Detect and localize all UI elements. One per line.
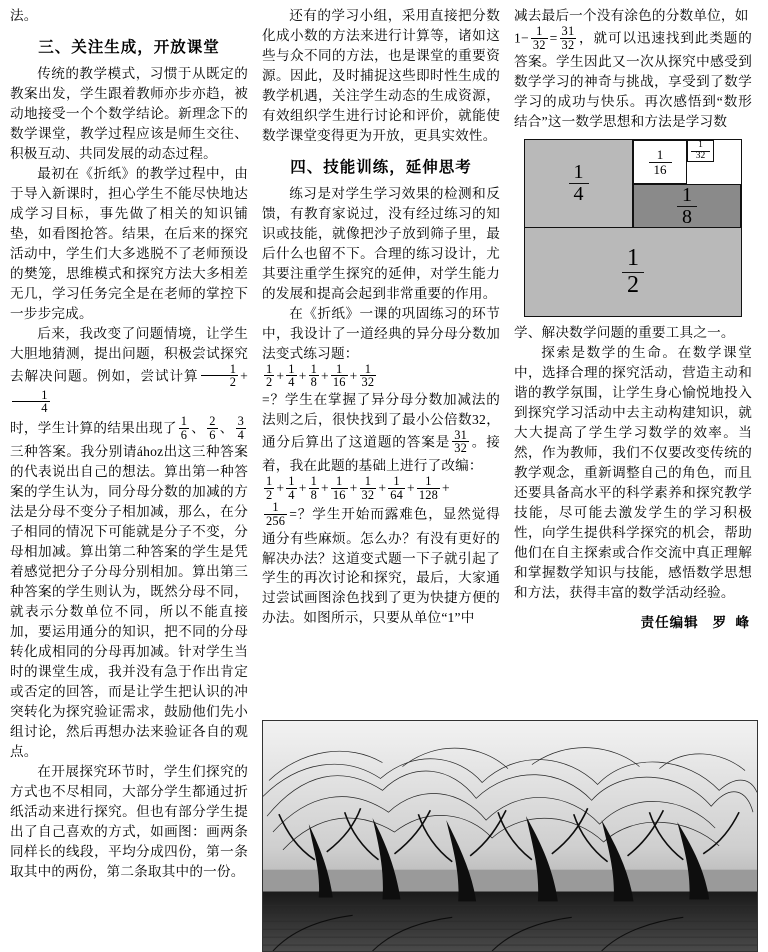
paragraph-text: 。接着，我在此题的基础上进行了改编：: [262, 433, 500, 473]
math-expression-2: $\frac{1}{2}$ + $\frac{1}{4}$ + $\frac{1}{8}$ + $\frac{1}{16}$ + $\frac{1}{32}$ + $\frac{1}{64}$ + $\frac{1}{128}$ +: [262, 476, 500, 502]
section-heading-4: 四、技能训练，延伸思考: [290, 158, 472, 176]
paragraph-text: =？学生开始而露难色，显然觉得通分有些麻烦。怎么办？有没有更好的解决办法？这道变式题一下子就引起了学生的再次讨论和探究，最后，大家通过尝试画图涂色找到了更为快捷方便的办法。如图所示，只要从单位“1”中: [262, 506, 500, 626]
diagram-cell-one-quarter: [525, 140, 633, 228]
fraction: $\frac{1}{8}$: [310, 361, 317, 390]
paragraph-with-math: 后来，我改变了问题情境，让学生大胆地猜测，提出问题，积极尝试探究去解决问题。例如，尝试计算 $\frac{1}{2}$ + $\frac{1}{4}$: [10, 325, 248, 416]
fraction: $\frac{1}{256}$: [266, 500, 286, 528]
paragraph: 学、解决数学问题的重要工具之一。: [514, 325, 735, 341]
paragraph: 减去最后一个没有涂色的分数单位，如: [514, 8, 749, 23]
cell-label: $\frac{1}{16}$: [649, 148, 672, 176]
fraction: $\frac{1}{4}$: [288, 473, 295, 502]
fraction-square-diagram: [524, 139, 742, 317]
equation-minuend: 1: [514, 30, 521, 46]
diagram-cell-one-sixteenth: [633, 140, 687, 184]
fraction-result: $\frac{31}{32}$: [454, 427, 468, 456]
section-heading-3: 三、关注生成，开放课堂: [38, 38, 220, 56]
paragraph: 探索是数学的生命。在数学课堂中，选择合理的探究活动，营造主动和谐的教学氛围，让学生身心愉悦地投入到探究学习活动中去主动构建知识，就大大提高了学生学习数学的效率。当然，作为教师，我们不仅要改变传统的教学观念，重新调整自己的角色，而且还要具备高水平的科学素养和探究教学技能，尽可能去激发学生的学习积极性，向学生提供科学探究的机会，帮助他们在自主探索或合作交流中真正理解和掌握数学知识与技能，感悟数学思想和方法，获得丰富的数学活动经验。: [514, 345, 752, 600]
paragraph: 在开展探究环节时，学生们探究的方式也不尽相同，大部分学生都通过折纸活动来进行探究。但也有部分学生提出了自己喜欢的方式，如画图：画两条同样长的线段，平均分成四份，第一条取其中的两份，第二条取其中的一份。: [10, 763, 248, 879]
diagram-cell-one-eighth: [633, 184, 741, 228]
paragraph-text: 三种答案。我分别请ához出这三种答案的代表说出自己的想法。算出第一种答案的学生认为，同分母分数的加减的方法是分母不变分子相加减，那么，在分子相同的情况下可能就是分子不变，分母相加减。算出第二种答案的学生是凭着感觉把分子分母分别相加。算出第三种答案的学生则认为，既然分母不同，就表示分数单位不同，所以不能直接加，要运用通分的知识，把不同的分母转化成相同的分母再加减。针对学生当时的课堂生成，我并没有急于作出肯定或否定的回答，而是让学生把认识的冲突转化为探究验证需求，鼓励他们先小组讨论，然后再想办法来验证各自的观点。: [10, 444, 248, 759]
inline-fraction-half: $\frac{1}{2}$: [199, 364, 241, 390]
equals-sign: =: [549, 30, 558, 46]
math-expression-1: $\frac{1}{2}$ + $\frac{1}{4}$ + $\frac{1}{8}$ + $\frac{1}{16}$ + $\frac{1}{32}$: [262, 364, 500, 390]
inline-fraction-answer-3: $\frac{3}{4}$: [237, 414, 245, 442]
column-left: [10, 6, 248, 952]
fraction: $\frac{1}{2}$: [266, 473, 273, 502]
diagram-cell-blank: [714, 140, 741, 162]
fraction: $\frac{1}{32}$: [361, 473, 375, 502]
paragraph-text: 时，学生计算的结果出现了: [10, 420, 177, 436]
paragraph: 还有的学习小组，采用直接把分数化成小数的方法来进行计算等，诸如这些与众不同的方法，也是课堂的重要资源。因此，及时捕捉这些即时性生成的教学机遇，关注学生动态的生成资源，有效组织学生进行讨论和评价，就能使数学课堂变得更为开放，更具实效性。: [262, 8, 500, 143]
fraction: $\frac{1}{2}$: [266, 361, 273, 390]
diagram-cell-one-half: [525, 228, 741, 316]
paragraph-with-result: [262, 390, 500, 476]
paragraph: 最初在《折纸》的教学过程中，由于导入新课时，担心学生不能尽快地达成学习目标，事先做了相关的知识铺垫，如看图抢答。结果，在后来的探究活动中，学生们大多逃脱不了老师预设的樊笼，思维模式和探究方法大多相差无几，学习任务完全是在老师的掌控下一步步完成。: [10, 165, 248, 321]
paragraph: 在《折纸》一课的巩固练习的环节中，我设计了一道经典的异分母分数加法变式练习题：: [262, 305, 500, 361]
credit-label: 责任编辑: [640, 614, 699, 630]
paragraph-text: ，就可以迅速找到此类题的答案。学生因此又一次从探究中感受到数学学习的神奇与挑战，享受到了数学学习的成功与快乐。再次感悟到“数形结合”这一数学思想和方法是学习数: [514, 30, 752, 130]
paragraph-text: 后来，我改变了问题情境，让学生大胆地猜测，提出问题，积极尝试探究去解决问题。例如，尝试计算: [10, 325, 248, 383]
paragraph-with-answers: 时，学生计算的结果出现了 $\frac{1}{6}$ 、 $\frac{2}{6}$ 、 $\frac{3}{4}$ 三种答案。我分别请ához出这三种答案的代表说出自己的想法。算出第一种答案的学生认为，同分母分数的加减的方法是分母不变分子相加减，那么，在分子相同的情况下可能就是分子不变，分母相加减。算出第二种答案的学生是凭着感觉把分子分母分别相加。算出第三种答案的学生则认为，既然分母不同，就表示分数单位不同，所以不能直接加，要运用通分的知识，把不同的分母转化成相同的分母再加减。针对学生当时的课堂生成，我并没有急于作出肯定或否定的回答，而是让学生把认识的冲突转化为探究验证需求，鼓励他们先小组讨论，然后再想办法来验证各自的观点。: [10, 414, 248, 759]
cell-label: $\frac{1}{8}$: [677, 185, 697, 228]
diagram-cell-blank: [687, 162, 741, 184]
fraction: $\frac{1}{16}$: [332, 473, 346, 502]
lead-text: 法。: [10, 8, 38, 23]
paragraph-with-math-tail: [262, 502, 500, 628]
fraction: $\frac{1}{32}$: [361, 361, 375, 390]
cell-label: $\frac{1}{4}$: [569, 162, 589, 205]
editor-credit: [514, 611, 752, 631]
inline-fraction-answer-1: $\frac{1}{6}$: [180, 414, 188, 442]
cell-label: $\frac{1}{32}$: [691, 141, 711, 162]
paragraph-text: =？学生在掌握了异分母分数加减法的法则之后，很快找到了最小公倍数32，通分后算出了这道题的答案是: [262, 391, 500, 449]
tree-landscape-engraving: [262, 720, 758, 952]
fraction-subtrahend: $\frac{1}{32}$: [532, 23, 546, 52]
diagram-cell-one-thirtysecond: [687, 140, 714, 162]
paragraph: 传统的教学模式，习惯于从既定的教案出发，学生跟着教师亦步亦趋，被动地接受一个个数学结论。新理念下的数学课堂，教学过程应该是师生交往、积极互动、共同发展的动态过程。: [10, 65, 248, 161]
inline-fraction-answer-2: $\frac{2}{6}$: [209, 414, 216, 442]
fraction: $\frac{1}{16}$: [332, 361, 346, 390]
fraction: $\frac{1}{128}$: [418, 473, 439, 502]
fraction: $\frac{1}{4}$: [288, 361, 295, 390]
fraction: $\frac{1}{8}$: [310, 473, 317, 502]
paragraph: 练习是对学生学习效果的检测和反馈，有教育家说过，没有经过练习的知识或技能，就像把沙子放到筛子里，最后什么也留不下。合理的练习设计，尤其要注重学生探究的延伸，对学生能力的发展和提高会起到非常重要的作用。: [262, 185, 500, 301]
fraction-result: $\frac{31}{32}$: [561, 23, 575, 52]
paragraph-with-equation: 1− $\frac{1}{32}$ = $\frac{31}{32}$ ，就可以迅速找到此类题的答案。学生因此又一次从探究中感受到数学学习的神奇与挑战，享受到了数学学习的成功与快乐。再次感悟到“数形结合”这一数学思想和方法是学习数: [514, 23, 752, 130]
cell-label: $\frac{1}{2}$: [622, 246, 644, 297]
inline-fraction-quarter: $\frac{1}{4}$: [10, 390, 52, 416]
credit-name: 罗 峰: [712, 614, 752, 630]
engraving-artwork: [263, 721, 757, 951]
fraction: $\frac{1}{64}$: [390, 473, 403, 502]
